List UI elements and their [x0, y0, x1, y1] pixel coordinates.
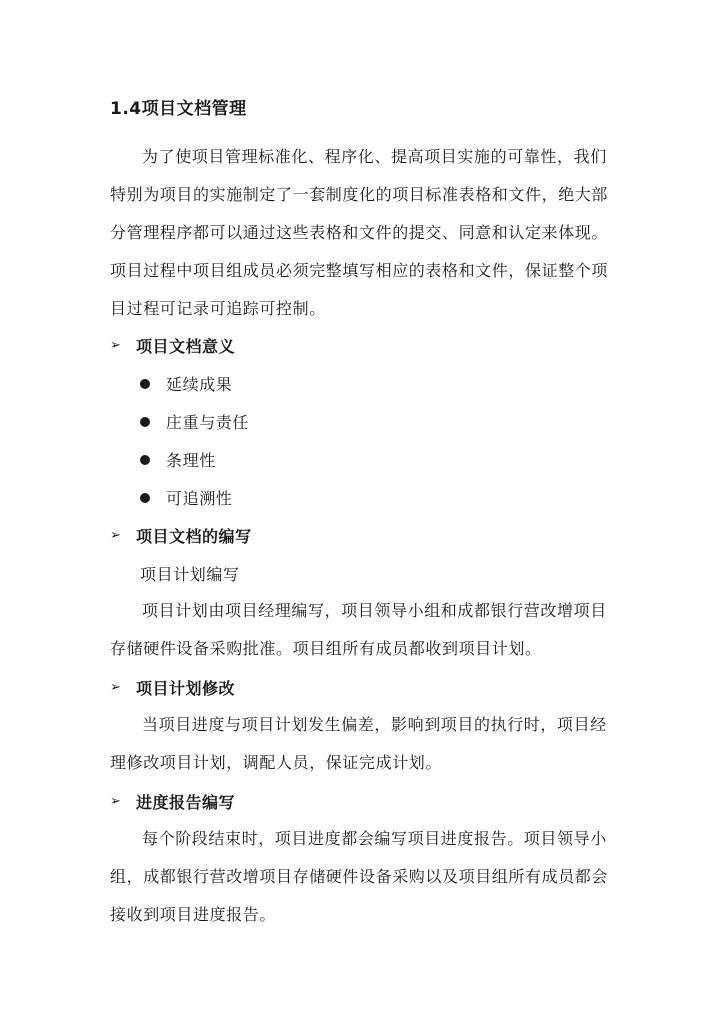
- heading-progress-report: [110, 790, 235, 813]
- bullet-dot-icon: [140, 493, 150, 503]
- bullet-item: [140, 410, 249, 433]
- plan-writing-line: 项目计划由项目经理编写，项目领导小组和成都银行营改增项目: [142, 601, 607, 620]
- intro-paragraph: [110, 138, 620, 328]
- bullet-dot-icon: [140, 455, 150, 465]
- plan-modification-paragraph: [110, 706, 620, 782]
- heading-doc-significance: [110, 334, 235, 357]
- arrow-bullet-icon: ➢: [110, 338, 122, 353]
- bullet-text: 延续成果: [166, 375, 233, 394]
- intro-line: 目过程可记录可追踪可控制。: [110, 299, 326, 318]
- bullet-text: 条理性: [166, 451, 216, 470]
- plan-modification-line: 当项目进度与项目计划发生偏差，影响到项目的执行时，项目经: [142, 715, 607, 734]
- heading-doc-writing: [110, 524, 252, 547]
- arrow-bullet-icon: ➢: [110, 528, 122, 543]
- plan-writing-paragraph: [110, 592, 620, 668]
- bullet-item: [140, 448, 216, 471]
- bullet-dot-icon: [140, 417, 150, 427]
- heading-text: 项目计划修改: [136, 679, 236, 698]
- intro-line: 项目过程中项目组成员必须完整填写相应的表格和文件，保证整个项: [110, 261, 609, 280]
- progress-report-line: 组，成都银行营改增项目存储硬件设备采购以及项目组所有成员都会: [110, 867, 609, 886]
- bullet-item: [140, 372, 232, 395]
- progress-report-line: 每个阶段结束时，项目进度都会编写项目进度报告。项目领导小: [142, 829, 607, 848]
- intro-line: 为了使项目管理标准化、程序化、提高项目实施的可靠性，我们: [142, 147, 607, 166]
- section-title: 1.4项目文档管理: [110, 99, 247, 119]
- plan-modification-line: 理修改项目计划，调配人员，保证完成计划。: [110, 753, 443, 772]
- arrow-bullet-icon: ➢: [110, 680, 122, 695]
- bullet-item: [140, 486, 232, 509]
- heading-text: 项目文档的编写: [136, 527, 252, 546]
- heading-plan-modification: [110, 676, 235, 699]
- plan-writing-line: 存储硬件设备采购批准。项目组所有成员都收到项目计划。: [110, 639, 542, 658]
- heading-text: 进度报告编写: [136, 793, 236, 812]
- progress-report-line: 接收到项目进度报告。: [110, 905, 277, 924]
- arrow-bullet-icon: ➢: [110, 794, 122, 809]
- bullet-text: 可追溯性: [166, 489, 233, 508]
- subheading-plan-writing: 项目计划编写: [140, 565, 240, 584]
- intro-line: 分管理程序都可以通过这些表格和文件的提交、同意和认定来体现。: [110, 223, 609, 242]
- bullet-dot-icon: [140, 379, 150, 389]
- heading-text: 项目文档意义: [136, 337, 236, 356]
- intro-line: 特别为项目的实施制定了一套制度化的项目标准表格和文件，绝大部: [110, 185, 609, 204]
- bullet-text: 庄重与责任: [166, 413, 250, 432]
- progress-report-paragraph: [110, 820, 620, 934]
